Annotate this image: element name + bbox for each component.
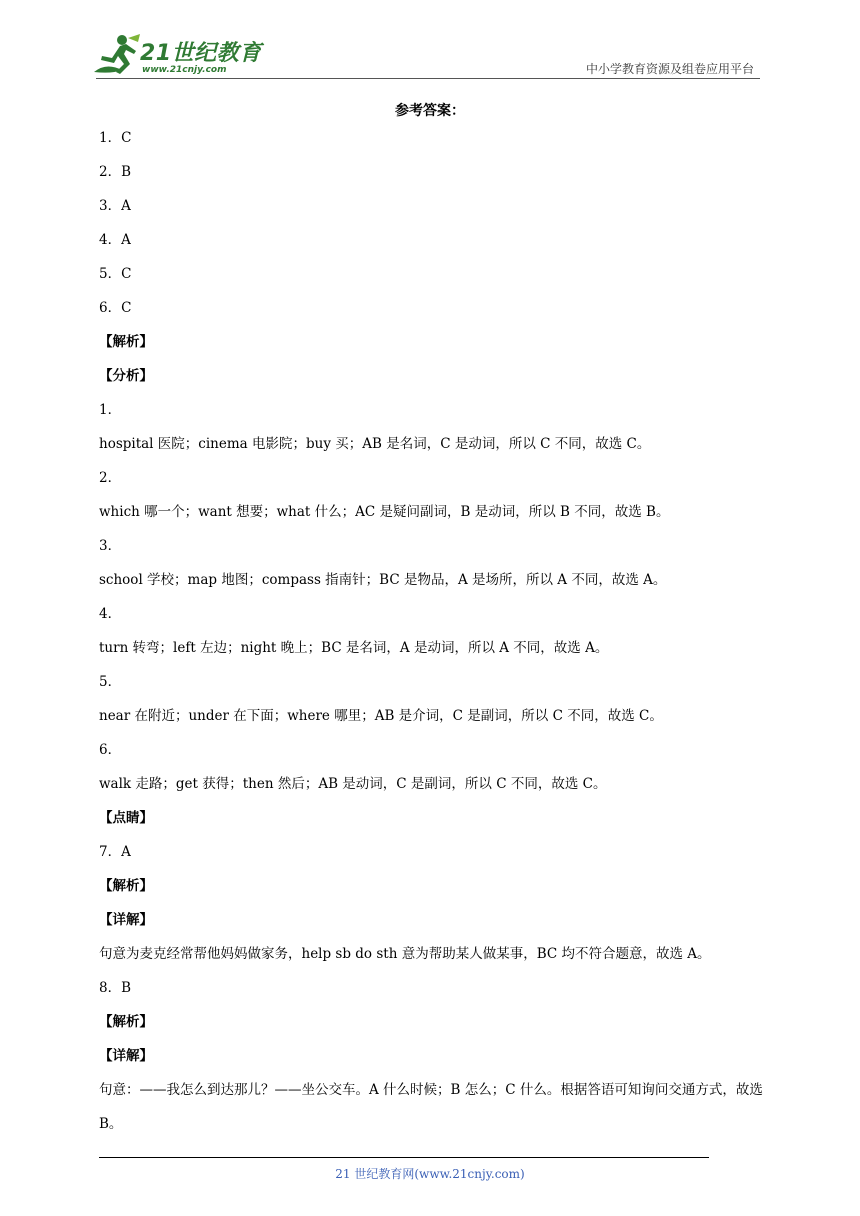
item-number: 1．: [99, 402, 122, 418]
item-number: 5．: [99, 674, 122, 690]
answer-line: 5．C: [99, 266, 132, 282]
section-label: 【详解】: [99, 1048, 153, 1064]
explanation-text: turn 转弯；left 左边；night 晚上；BC 是名词，A 是动词，所以 A 不同，故选 A。: [99, 640, 609, 656]
item-number: 6．: [99, 742, 122, 758]
section-label: 【点睛】: [99, 810, 153, 826]
answer-line: 1．C: [99, 130, 132, 146]
explanation-text: school 学校；map 地图；compass 指南针；BC 是物品，A 是场所，所以 A 不同，故选 A。: [99, 572, 667, 588]
explanation-text: walk 走路；get 获得；then 然后；AB 是动词，C 是副词，所以 C 不同，故选 C。: [99, 776, 607, 792]
answer-line: 4．A: [99, 232, 131, 248]
footer-link[interactable]: 21 世纪教育网(www.21cnjy.com): [335, 1167, 525, 1181]
answer-line: 8．B: [99, 980, 132, 996]
page-header: [0, 0, 860, 90]
explanation-text: 句意为麦克经常帮他妈妈做家务，help sb do sth 意为帮助某人做某事，BC 均不符合题意，故选 A。: [99, 946, 711, 962]
answer-line: 6．C: [99, 300, 132, 316]
answer-line: 3．A: [99, 198, 131, 214]
runner-logo-icon: [92, 32, 144, 78]
item-number: 4．: [99, 606, 122, 622]
section-label: 【解析】: [99, 1014, 153, 1030]
site-logo[interactable]: [92, 32, 262, 80]
answer-content: [99, 126, 769, 1141]
footer-divider: [99, 1157, 709, 1158]
page-title: 参考答案：: [395, 103, 465, 119]
section-label: 【解析】: [99, 334, 153, 350]
explanation-text: near 在附近；under 在下面；where 哪里；AB 是介词，C 是副词，所以 C 不同，故选 C。: [99, 708, 663, 724]
answer-line: 2．B: [99, 164, 132, 180]
explanation-text: 句意：——我怎么到达那儿？——坐公交车。A 什么时候；B 怎么；C 什么。根据答语可知询问交通方式，故选 B。: [99, 1082, 763, 1132]
logo-title: 21世纪教育: [140, 41, 262, 66]
section-label: 【分析】: [99, 368, 153, 384]
explanation-text: which 哪一个；want 想要；what 什么；AC 是疑问副词，B 是动词，所以 B 不同，故选 B。: [99, 504, 670, 520]
logo-url: www.21cnjy.com: [142, 65, 227, 75]
section-label: 【解析】: [99, 878, 153, 894]
header-divider: [96, 78, 760, 79]
item-number: 3．: [99, 538, 122, 554]
section-label: 【详解】: [99, 912, 153, 928]
explanation-text: hospital 医院；cinema 电影院；buy 买；AB 是名词，C 是动词，所以 C 不同，故选 C。: [99, 436, 651, 452]
item-number: 2．: [99, 470, 122, 486]
answer-line: 7．A: [99, 844, 131, 860]
platform-label: 中小学教育资源及组卷应用平台: [585, 62, 754, 76]
